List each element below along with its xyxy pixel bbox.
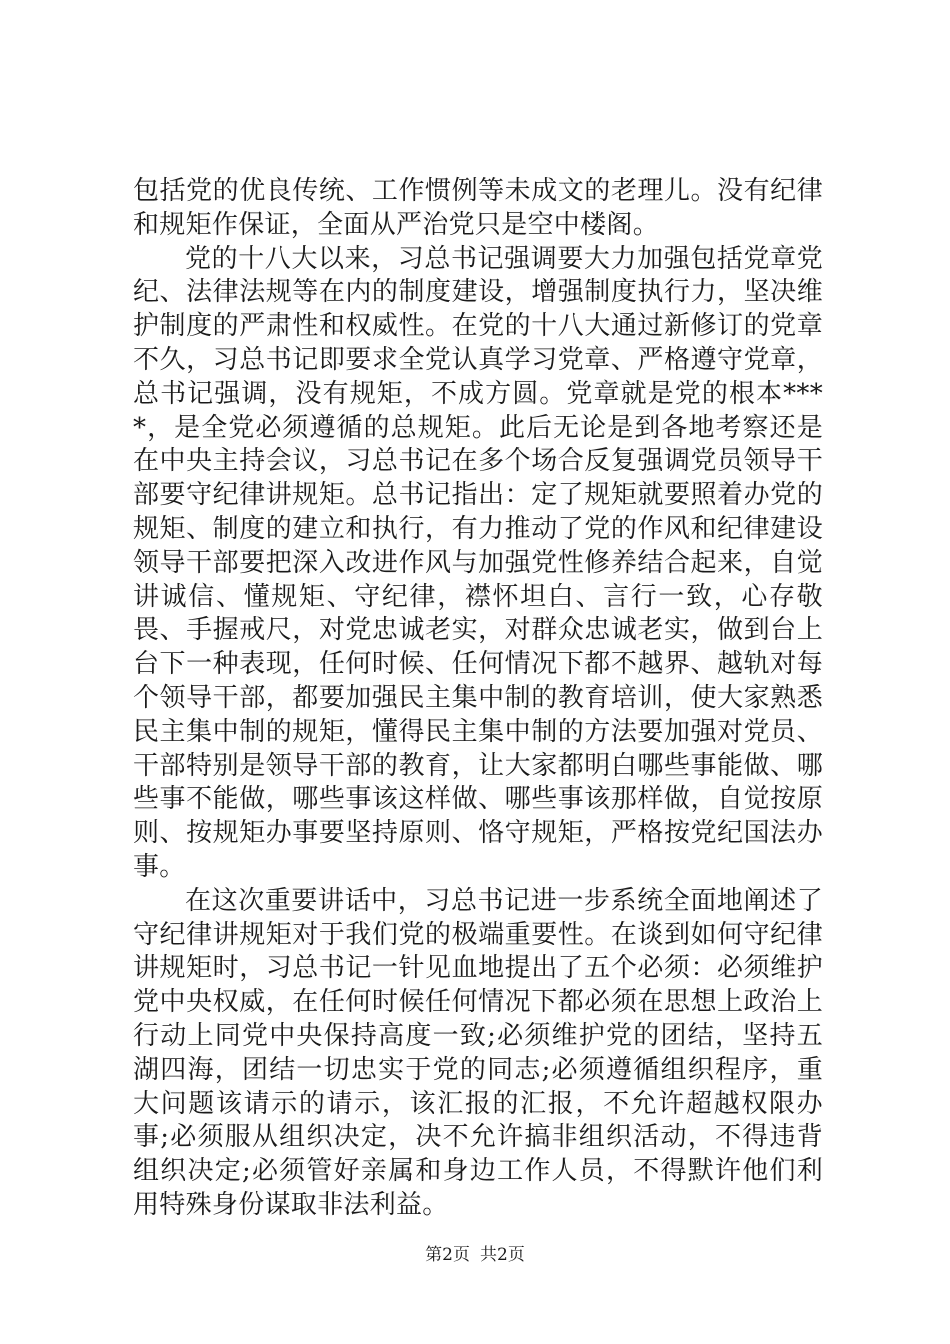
paragraph-3: 在这次重要讲话中，习总书记进一步系统全面地阐述了守纪律讲规矩对于我们党的极端重要性。在谈到如何守纪律讲规矩时，习总书记一针见血地提出了五个必须：必须维护党中央权威，在任何时候任何情况下都必须在思想上政治上行动上同党中央保持高度一致;必须维护党的团结，坚持五湖四海，团结一切忠实于党的同志;必须遵循组织程序，重大问题该请示的请示，该汇报的汇报，不允许超越权限办事;必须服从组织决定，决不允许搞非组织活动，不得违背组织决定;必须管好亲属和身边工作人员，不得默许他们利用特殊身份谋取非法利益。	[133, 885, 823, 1220]
document-body	[133, 175, 823, 1223]
paragraph-2: 党的十八大以来，习总书记强调要大力加强包括党章党纪、法律法规等在内的制度建设，增强制度执行力，坚决维护制度的严肃性和权威性。在党的十八大通过新修订的党章不久，习总书记即要求全党认真学习党章、严格遵守党章，总书记强调，没有规矩，不成方圆。党章就是党的根本****，是全党必须遵循的总规矩。此后无论是到各地考察还是在中央主持会议，习总书记在多个场合反复强调党员领导干部要守纪律讲规矩。总书记指出：定了规矩就要照着办党的规矩、制度的建立和执行，有力推动了党的作风和纪律建设领导干部要把深入改进作风与加强党性修养结合起来，自觉讲诚信、懂规矩、守纪律，襟怀坦白、言行一致，心存敬畏、手握戒尺，对党忠诚老实，对群众忠诚老实，做到台上台下一种表现，任何时候、任何情况下都不越界、越轨对每个领导干部，都要加强民主集中制的教育培训，使大家熟悉民主集中制的规矩，懂得民主集中制的方法要加强对党员、干部特别是领导干部的教育，让大家都明白哪些事能做、哪些事不能做，哪些事该这样做、哪些事该那样做，自觉按原则、按规矩办事要坚持原则、恪守规矩，严格按党纪国法办事。	[133, 243, 823, 882]
page-total: 共2页	[480, 1245, 525, 1265]
paragraph-1: 包括党的优良传统、工作惯例等未成文的老理儿。没有纪律和规矩作保证，全面从严治党只是空中楼阁。	[133, 176, 823, 240]
page-footer	[0, 1245, 950, 1265]
page-number: 第2页	[425, 1245, 470, 1265]
